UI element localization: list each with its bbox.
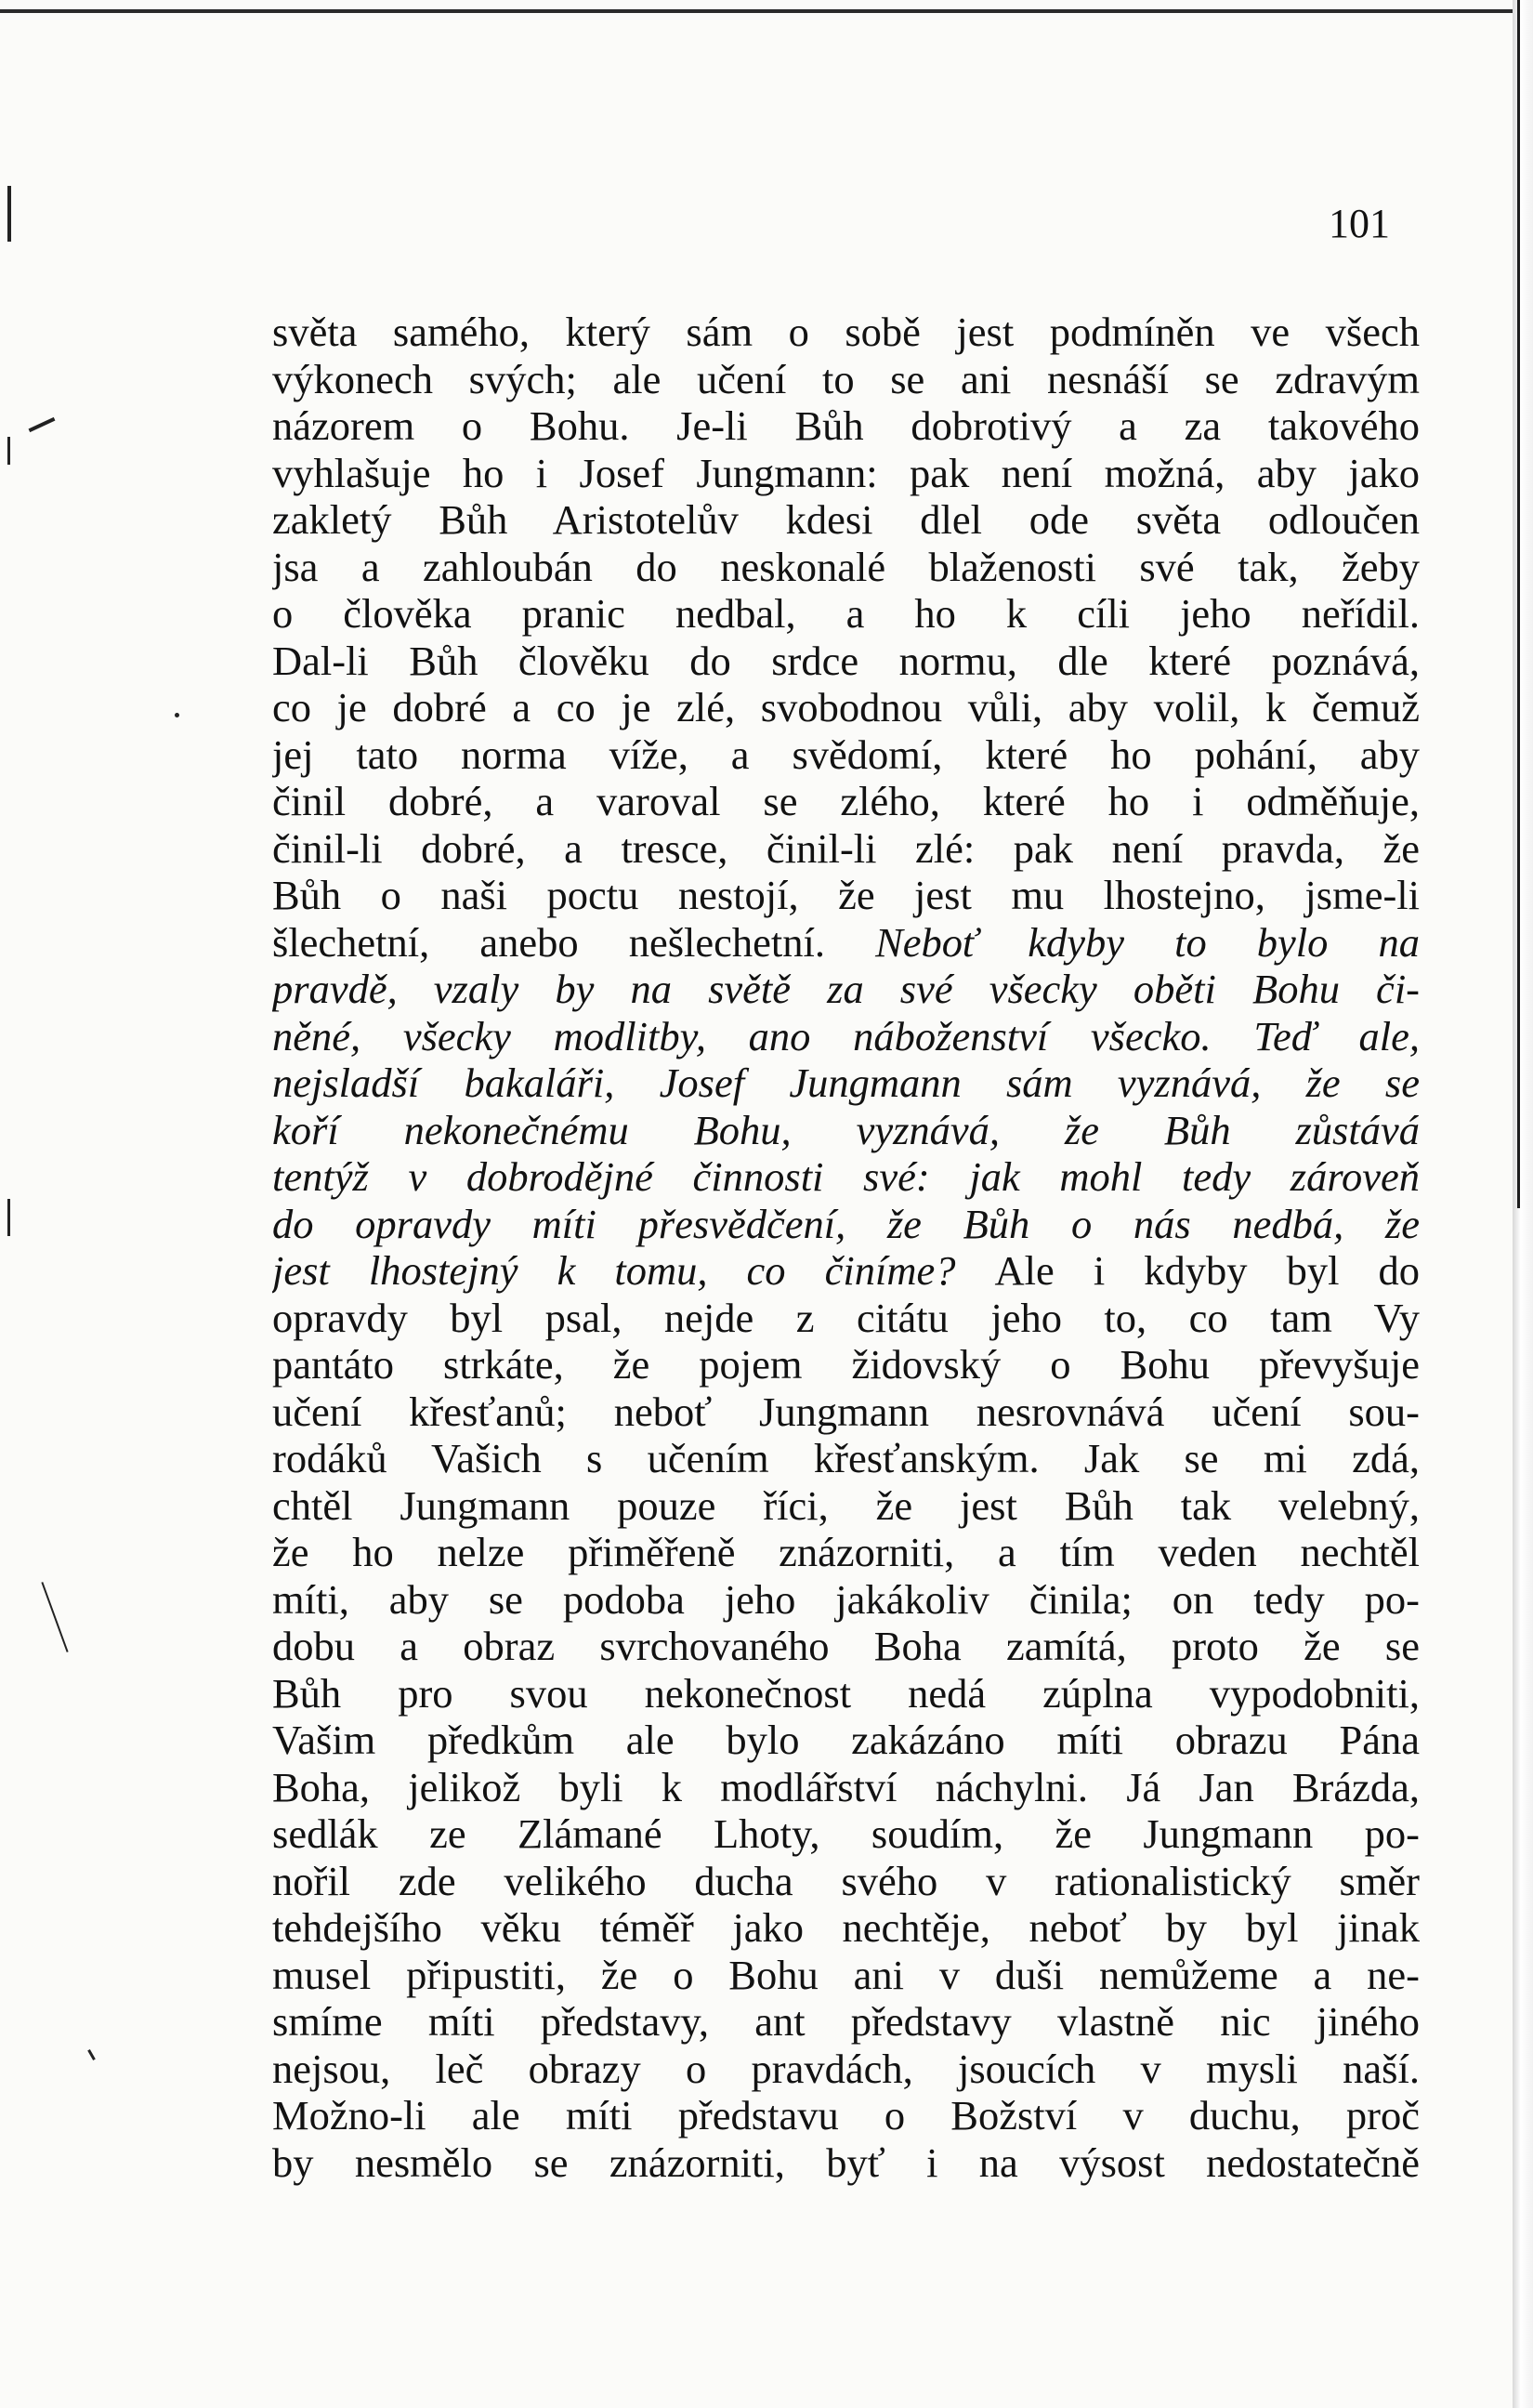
text-segment: nořil zde velikého ducha svého v rationalistický směr <box>272 1857 1420 1904</box>
text-segment: že ho nelze přiměřeně znázorniti, a tím veden nechtěl <box>272 1529 1420 1575</box>
text-line <box>272 590 1420 638</box>
text-line <box>272 309 1420 356</box>
text-segment: učení křesťanů; neboť Jungmann nesrovnává učení sou- <box>272 1388 1420 1435</box>
text-line <box>272 825 1420 873</box>
text-line <box>272 638 1420 685</box>
text-line <box>272 1952 1420 1999</box>
text-segment: míti, aby se podoba jeho jakákoliv činila; on tedy po- <box>272 1575 1420 1623</box>
text-segment: nejsladší bakaláři, Josef Jungmann sám vyznává, že se <box>272 1059 1420 1106</box>
text-line <box>272 496 1420 544</box>
text-segment: do opravdy míti přesvědčení, že Bůh o nás nedbá, že <box>272 1200 1420 1247</box>
text-line <box>272 1201 1420 1248</box>
text-segment: činil-li dobré, a tresce, činil-li zlé: pak není pravda, že <box>272 824 1420 872</box>
page-number: 101 <box>1329 201 1390 246</box>
page-top-edge <box>0 9 1533 13</box>
text-segment: pravdě, vzaly by na světě za své všecky oběti Bohu či- <box>272 966 1420 1012</box>
scan-mark <box>175 713 179 717</box>
text-segment: jest lhostejný k tomu, co činíme? <box>272 1247 995 1294</box>
text-line <box>272 1059 1420 1107</box>
text-segment: tehdejšího věku téměř jako nechtěje, neboť by byl jinak <box>272 1904 1420 1951</box>
text-segment: Boha, jelikož byli k modlářství náchylni. Já Jan Brázda, <box>272 1763 1420 1810</box>
body-text <box>272 309 1420 2186</box>
text-line <box>272 2046 1420 2093</box>
text-line <box>272 919 1420 967</box>
text-line <box>272 1717 1420 1764</box>
text-line <box>272 2092 1420 2139</box>
text-line <box>272 1623 1420 1670</box>
text-segment: Neboť kdyby to bylo na <box>875 918 1420 966</box>
text-line <box>272 731 1420 779</box>
scan-mark <box>7 437 10 465</box>
text-segment: smíme míti představy, ant představy vlastně nic jiného <box>272 1998 1420 2045</box>
text-line <box>272 450 1420 497</box>
text-line <box>272 1482 1420 1530</box>
text-segment: Ale i kdyby byl do <box>994 1247 1420 1294</box>
text-line <box>272 1153 1420 1201</box>
text-segment: Dal-li Bůh člověku do srdce normu, dle které poznává, <box>272 637 1420 684</box>
scan-mark <box>29 417 56 432</box>
text-segment: vyhlašuje ho i Josef Jungmann: pak není možná, aby jako <box>272 449 1420 496</box>
text-segment: musel připustiti, že o Bohu ani v duši nemůžeme a ne- <box>272 1951 1420 1998</box>
text-segment: činil dobré, a varoval se zlého, které ho i odměňuje, <box>272 778 1420 824</box>
text-segment: Bůh pro svou nekonečnost nedá zúplna vypodobniti, <box>272 1669 1420 1717</box>
text-segment: pantáto strkáte, že pojem židovský o Bohu převyšuje <box>272 1341 1420 1388</box>
text-segment: sedlák ze Zlámané Lhoty, soudím, že Jungmann po- <box>272 1810 1420 1857</box>
text-segment: názorem o Bohu. Je-li Bůh dobrotivý a za takového <box>272 402 1420 449</box>
text-line <box>272 1904 1420 1952</box>
text-segment: Vašim předkům ale bylo zakázáno míti obrazu Pána <box>272 1717 1420 1763</box>
text-line <box>272 1295 1420 1342</box>
text-line <box>272 872 1420 919</box>
text-line <box>272 1529 1420 1576</box>
text-line <box>272 402 1420 450</box>
text-line <box>272 1858 1420 1905</box>
text-line <box>272 966 1420 1013</box>
text-segment: jsa a zahloubán do neskonalé blaženosti své tak, žeby <box>272 543 1420 590</box>
text-line <box>272 1576 1420 1624</box>
text-segment: opravdy byl psal, nejde z citátu jeho to, co tam Vy <box>272 1294 1420 1341</box>
text-line <box>272 1107 1420 1154</box>
text-segment: šlechetní, anebo nešlechetní. <box>272 918 876 966</box>
text-segment: tentýž v dobrodějné činnosti své: jak mohl tedy zároveň <box>272 1153 1420 1200</box>
text-line <box>272 1341 1420 1388</box>
text-segment: co je dobré a co je zlé, svobodnou vůli, aby volil, k čemuž <box>272 684 1420 730</box>
text-segment: koří nekonečnému Bohu, vyznává, že Bůh zůstává <box>272 1106 1420 1153</box>
text-segment: něné, všecky modlitby, ano náboženství všecko. Teď ale, <box>272 1012 1420 1059</box>
text-segment: dobu a obraz svrchovaného Boha zamítá, proto že se <box>272 1623 1420 1669</box>
text-segment: rodáků Vašich s učením křesťanským. Jak se mi zdá, <box>272 1435 1420 1481</box>
text-segment: chtěl Jungmann pouze říci, že jest Bůh tak velebný, <box>272 1481 1420 1529</box>
text-segment: světa samého, který sám o sobě jest podmíněn ve všech <box>272 309 1420 355</box>
text-line <box>272 356 1420 403</box>
text-segment: by nesmělo se znázorniti, byť i na výsost nedostatečně <box>272 2138 1420 2186</box>
text-segment: jej tato norma víže, a svědomí, které ho pohání, aby <box>272 730 1420 778</box>
text-line <box>272 1998 1420 2046</box>
text-line <box>272 684 1420 731</box>
text-line <box>272 1435 1420 1482</box>
text-line <box>272 778 1420 825</box>
text-line <box>272 2139 1420 2187</box>
text-line <box>272 1013 1420 1060</box>
scan-mark <box>87 2049 96 2060</box>
scan-mark <box>7 186 11 242</box>
text-line <box>272 1247 1420 1295</box>
text-line <box>272 1810 1420 1858</box>
text-line <box>272 544 1420 591</box>
text-segment: Možno-li ale míti představu o Božství v duchu, proč <box>272 2092 1420 2138</box>
text-segment: zakletý Bůh Aristotelův kdesi dlel ode světa odloučen <box>272 496 1420 543</box>
scan-mark <box>41 1582 68 1652</box>
text-segment: o člověka pranic nedbal, a ho k cíli jeho neřídil. <box>272 590 1420 637</box>
scan-mark <box>7 1199 10 1236</box>
page-right-edge <box>1513 0 1533 2408</box>
text-line <box>272 1670 1420 1717</box>
text-segment: výkonech svých; ale učení to se ani nesnáší se zdravým <box>272 355 1420 402</box>
page-right-shadow <box>1517 0 1520 1208</box>
text-line <box>272 1764 1420 1811</box>
text-segment: Bůh o naši poctu nestojí, že jest mu lhostejno, jsme-li <box>272 872 1420 918</box>
text-segment: nejsou, leč obrazy o pravdách, jsoucích v mysli naší. <box>272 2045 1420 2092</box>
text-line <box>272 1388 1420 1436</box>
